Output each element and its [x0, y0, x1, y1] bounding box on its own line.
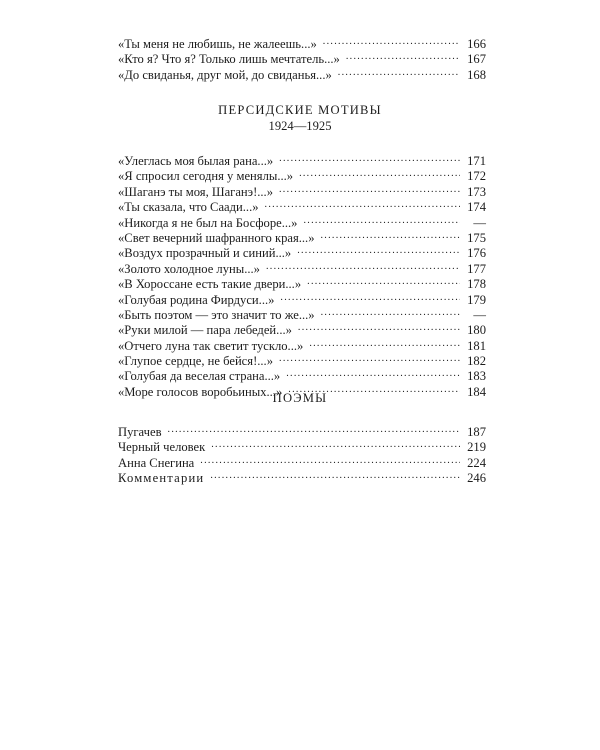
toc-group-comments [118, 470, 486, 485]
dot-leader [279, 153, 460, 165]
page-number: 246 [467, 471, 486, 485]
toc-entry: Комментарии . . . 246 [118, 470, 486, 485]
page-number: 219 [467, 440, 486, 455]
dot-leader [346, 51, 460, 63]
toc-entry: Пугачев . . . 187 [118, 424, 486, 439]
dot-leader [307, 276, 460, 288]
page-number: 176 [467, 246, 486, 261]
toc-entry: «В Хороссане есть такие двери...» . . . 178 [118, 276, 486, 291]
page-number: 168 [467, 67, 486, 82]
page-number: 173 [467, 184, 486, 199]
toc-entry: «Улеглась моя былая рана...» . . . 171 [118, 153, 486, 168]
toc-entry: «Кто я? Что я? Только лишь мечтатель...» . . . 167 [118, 51, 486, 66]
page-number: 172 [467, 169, 486, 184]
page-number: 184 [467, 384, 486, 399]
toc-entry: «Ты сказала, что Саади...» . . . 174 [118, 199, 486, 214]
toc-entry: «Отчего луна так светит тускло...» . . . 181 [118, 338, 486, 353]
page-number: 183 [467, 369, 486, 384]
dot-leader [200, 455, 460, 467]
toc-entry: «Голубая родина Фирдуси...» . . . 179 [118, 292, 486, 307]
toc-entry: Черный человек . . . 219 [118, 439, 486, 454]
page-number: — [473, 215, 486, 230]
section-years: 1924—1925 [268, 119, 332, 133]
dot-leader [266, 261, 460, 273]
page-number: 177 [467, 261, 486, 276]
page-number: 171 [467, 154, 486, 168]
toc-entry: «Глупое сердце, не бейся!...» . . . 182 [118, 353, 486, 368]
dot-leader [321, 307, 460, 319]
toc-entry: «Быть поэтом — это значит то же...» . . . — [118, 307, 486, 322]
dot-leader [299, 168, 460, 180]
dot-leader [309, 338, 460, 350]
toc-entry: «До свиданья, друг мой, до свиданья...» . . . 168 [118, 67, 486, 82]
toc-group-persian [118, 153, 486, 399]
page-number: 175 [467, 230, 486, 245]
dot-leader [298, 322, 460, 334]
page-number: 178 [467, 277, 486, 292]
page-number: 181 [467, 338, 486, 353]
page-number: 174 [467, 200, 486, 215]
page-number: 180 [467, 323, 486, 338]
toc-entry: «Золото холодное луны...» . . . 177 [118, 261, 486, 276]
toc-entry: «Свет вечерний шафранного края...» . . . 175 [118, 230, 486, 245]
dot-leader [303, 215, 460, 227]
dot-leader [279, 353, 460, 365]
toc-entry: «Голубая да веселая страна...» . . . 183 [118, 368, 486, 383]
toc-entry: «Я спросил сегодня у менялы...» . . . 172 [118, 168, 486, 183]
section-heading-poems: ПОЭМЫ [272, 391, 328, 405]
toc-entry: «Ты меня не любишь, не жалеешь...» . . . 166 [118, 36, 486, 51]
page-number: 187 [467, 425, 486, 439]
page-number: 179 [467, 292, 486, 307]
page-number: — [473, 307, 486, 322]
toc-entry: «Руки милой — пара лебедей...» . . . 180 [118, 322, 486, 337]
dot-leader [323, 36, 460, 48]
toc-entry: Анна Снегина . . . 224 [118, 455, 486, 470]
page-number: 224 [467, 455, 486, 470]
dot-leader [338, 67, 460, 79]
dot-leader [321, 230, 461, 242]
dot-leader [280, 292, 460, 304]
page-number: 182 [467, 354, 486, 369]
page-number: 167 [467, 52, 486, 67]
toc-entry: «Море голосов воробьиных...» . . . 184 [118, 384, 486, 399]
dot-leader [279, 184, 460, 196]
dot-leader [286, 368, 460, 380]
page-number: 166 [467, 37, 486, 51]
dot-leader [297, 245, 460, 257]
toc-entry: «Никогда я не был на Босфоре...» . . . — [118, 215, 486, 230]
dot-leader [265, 199, 460, 211]
dot-leader [211, 439, 460, 451]
toc-entry: «Воздух прозрачный и синий...» . . . 176 [118, 245, 486, 260]
toc-group-top [118, 36, 486, 82]
section-heading-persian: ПЕРСИДСКИЕ МОТИВЫ [218, 103, 382, 117]
toc-group-poems [118, 424, 486, 470]
dot-leader [168, 424, 460, 436]
toc-entry: «Шаганэ ты моя, Шаганэ!...» . . . 173 [118, 184, 486, 199]
dot-leader [210, 470, 460, 482]
